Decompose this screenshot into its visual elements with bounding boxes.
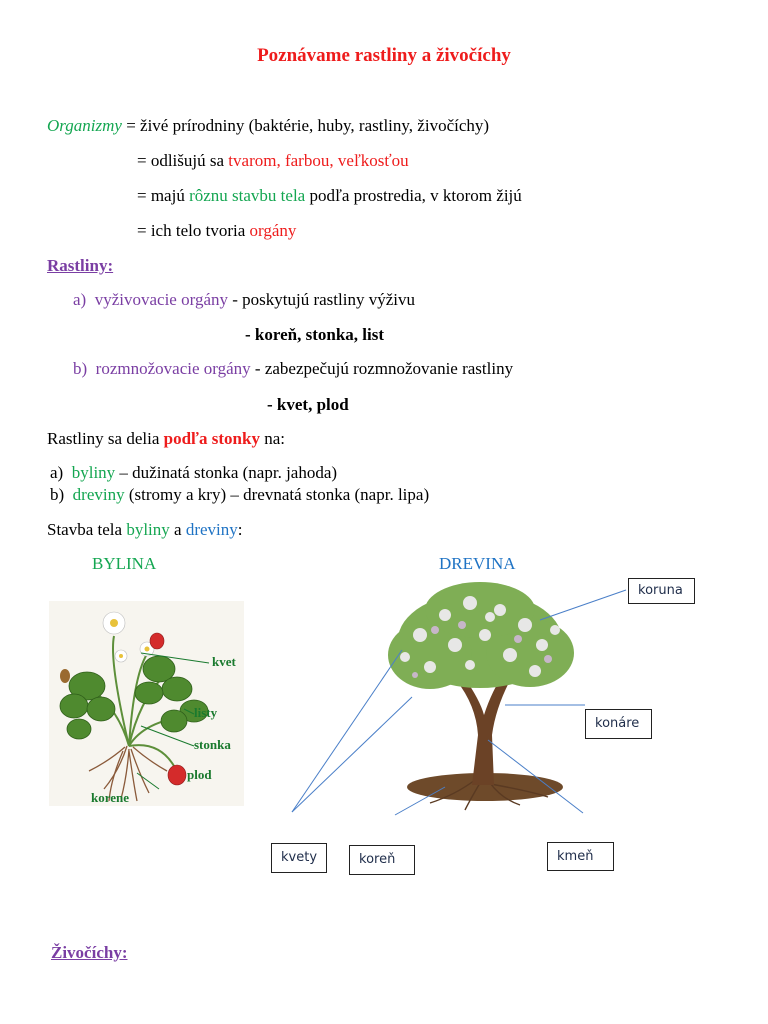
dreviny-term: dreviny: [72, 485, 125, 504]
drevina-heading: DREVINA: [439, 554, 516, 573]
text: a: [169, 520, 186, 539]
text: = majú: [137, 186, 190, 205]
byliny-item: [50, 463, 337, 483]
organizmy-line-3: [137, 186, 522, 206]
text: = odlišujú sa: [137, 151, 229, 170]
rastliny-b-list: - kvet, plod: [267, 395, 349, 414]
bylina-heading: BYLINA: [92, 554, 157, 573]
rastliny-item-b: [73, 359, 513, 379]
bylina-label-korene: korene: [91, 790, 130, 805]
rastliny-heading: Rastliny:: [47, 256, 114, 275]
bylina-label-stonka: stonka: [194, 737, 231, 752]
byliny-term: byliny: [71, 463, 116, 482]
byliny-term: byliny: [126, 520, 170, 539]
organizmy-line-4: [137, 221, 296, 241]
drevina-label-koruna: koruna: [628, 578, 695, 604]
text: - zabezpečujú rozmnožovanie rastliny: [250, 359, 514, 378]
drevina-label-konare: konáre: [585, 709, 652, 739]
list-marker: b): [73, 359, 88, 378]
rastliny-a-list: - koreň, stonka, list: [245, 325, 385, 344]
drevina-label-kvety: kvety: [271, 843, 327, 873]
organ-term: rozmnožovacie orgány: [95, 359, 251, 378]
list-marker: a): [73, 290, 87, 309]
strawberry-plant-illustration: [49, 601, 244, 806]
bylina-label-listy: listy: [194, 705, 218, 720]
rastliny-delia: [47, 429, 285, 449]
connector-kvety-2: [292, 697, 412, 812]
connector-koruna: [540, 590, 626, 620]
text: – dužinatá stonka (napr. jahoda): [115, 463, 338, 482]
text: = ich telo tvoria: [137, 221, 250, 240]
strawberry-plant-drawing: [49, 601, 244, 806]
bylina-label-kvet: kvet: [212, 654, 236, 669]
highlight-red: podľa stonky: [163, 429, 260, 448]
list-marker: b): [50, 485, 65, 504]
organ-term: vyživovacie orgány: [94, 290, 228, 309]
organizmy-line-2: [137, 151, 409, 171]
text: podľa prostredia, v ktorom žijú: [305, 186, 522, 205]
rastliny-item-a: [73, 290, 415, 310]
stavba-tela: [47, 520, 242, 540]
organizmy-line-1: [47, 116, 489, 136]
zivocichy-heading: Živočíchy:: [51, 943, 128, 962]
drevina-label-kmen: kmeň: [547, 842, 614, 871]
highlight-red: orgány: [249, 221, 297, 240]
dreviny-term: dreviny: [185, 520, 238, 539]
connector-kvety-1: [292, 650, 402, 812]
text: na:: [259, 429, 285, 448]
organizmy-term: Organizmy: [47, 116, 122, 135]
bylina-label-plod: plod: [187, 767, 212, 782]
list-marker: a): [50, 463, 64, 482]
organizmy-definition: = živé prírodniny (baktérie, huby, rastliny, živočíchy): [121, 116, 490, 135]
page-title: Poznávame rastliny a živočíchy: [257, 45, 511, 66]
text: Rastliny sa delia: [47, 429, 164, 448]
highlight-green: rôznu stavbu tela: [189, 186, 306, 205]
text: Stavba tela: [47, 520, 127, 539]
text: (stromy a kry) – drevnatá stonka (napr. lipa): [124, 485, 430, 504]
highlight-red: tvarom, farbou, veľkosťou: [228, 151, 409, 170]
text: :: [237, 520, 243, 539]
dreviny-item: [50, 485, 429, 505]
tree-illustration: [280, 575, 720, 825]
drevina-label-koren: koreň: [349, 845, 415, 875]
text: - poskytujú rastliny výživu: [228, 290, 415, 309]
